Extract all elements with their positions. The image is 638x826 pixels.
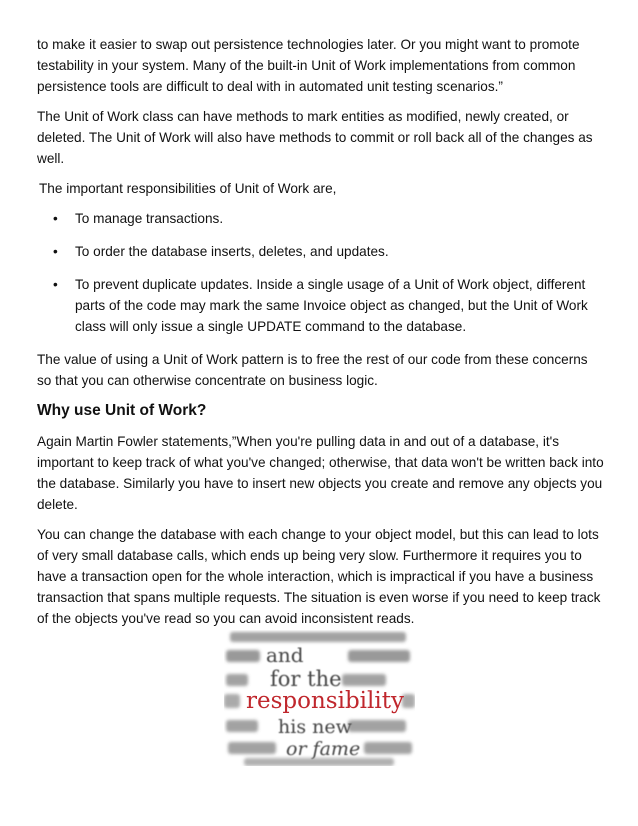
responsibility-word-image	[224, 630, 415, 766]
list-item: • To manage transactions.	[75, 208, 605, 229]
paragraph-after-list: The value of using a Unit of Work pattern is to free the rest of our code from these concerns so that you can otherwise concentrate on business logic.	[37, 352, 588, 388]
paragraph-3: The important responsibilities of Unit of Work are,	[39, 181, 337, 196]
image-word-line1: and	[266, 643, 304, 667]
paragraph-1: to make it easier to swap out persistence technologies later. Or you might want to promote testability in your system. Many of the built-in Unit of Work implementations from common persistence tools are difficult to deal with in automated unit testing scenarios.”	[37, 37, 580, 94]
paragraph-section-1: Again Martin Fowler statements,”When you're pulling data in and out of a database, it's important to keep track of what you've changed; otherwise, that data won't be written back into the database. Similarly you have to insert new objects you create and remove any objects you delete.	[37, 434, 604, 512]
paragraph-section-2: You can change the database with each change to your object model, but this can lead to lots of very small database calls, which ends up being very slow. Furthermore it requires you to have a transaction open for the whole interaction, which is impractical if you have a business transaction that spans multiple requests. The situation is even worse if you need to keep track of the objects you've read so you can avoid inconsistent reads.	[37, 527, 601, 626]
image-word-highlight: responsibility	[246, 688, 404, 714]
list-item: • To order the database inserts, deletes, and updates.	[75, 241, 605, 262]
paragraph-2: The Unit of Work class can have methods to mark entities as modified, newly created, or deleted. The Unit of Work will also have methods to commit or roll back all of the changes as well.	[37, 109, 593, 166]
word-image-svg	[224, 630, 415, 766]
section-heading: Why use Unit of Work?	[37, 402, 207, 419]
responsibilities-list	[37, 208, 605, 337]
image-word-line5: or fame	[286, 738, 361, 760]
image-word-line2: for the	[270, 667, 342, 691]
list-item: • To prevent duplicate updates. Inside a single usage of a Unit of Work object, different parts of the code may mark the same Invoice object as changed, but the Unit of Work class will only issue a single UPDATE command to the database.	[75, 274, 605, 337]
image-word-line4: his new	[278, 716, 352, 738]
document-page	[37, 34, 605, 638]
